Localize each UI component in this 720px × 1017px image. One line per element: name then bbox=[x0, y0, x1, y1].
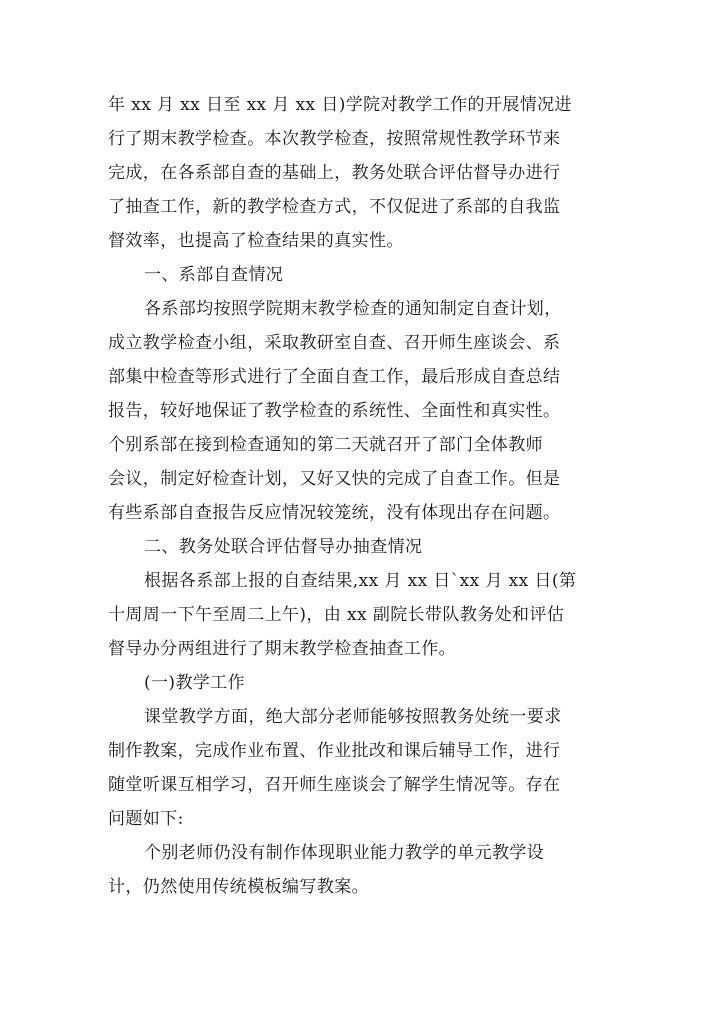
text-line: 报告，较好地保证了教学检查的系统性、全面性和真实性。 bbox=[108, 401, 561, 421]
paragraph-teaching bbox=[108, 700, 614, 836]
heading-text: 一、系部自查情况 bbox=[144, 265, 284, 285]
text-line: 课堂教学方面，绝大部分老师能够按照教务处统一要求 bbox=[144, 707, 562, 727]
text-line: 督导办分两组进行了期末教学检查抽查工作。 bbox=[108, 639, 456, 659]
text-line: 部集中检查等形式进行了全面自查工作，最后形成自查总结 bbox=[108, 367, 561, 387]
text-line: 个别系部在接到检查通知的第二天就召开了部门全体教师 bbox=[108, 435, 543, 455]
heading-text: 二、教务处联合评估督导办抽查情况 bbox=[144, 537, 423, 557]
text-line: 有些系部自查报告反应情况较笼统，没有体现出存在问题。 bbox=[108, 503, 561, 523]
text-line: 各系部均按照学院期末教学检查的通知制定自查计划， bbox=[144, 299, 562, 319]
paragraph-spot-check bbox=[108, 564, 614, 666]
text-line: 会议，制定好检查计划，又好又快的完成了自查工作。但是 bbox=[108, 469, 561, 489]
text-line: 十周周一下午至周二上午)，由 xx 副院长带队教务处和评估 bbox=[108, 605, 565, 625]
text-line: 行了期末教学检查。本次教学检查，按照常规性教学环节来 bbox=[108, 129, 561, 149]
text-line: 完成，在各系部自查的基础上，教务处联合评估督导办进行 bbox=[108, 163, 561, 183]
text-line: 随堂听课互相学习，召开师生座谈会了解学生情况等。存在 bbox=[108, 775, 561, 795]
text-line: 个别老师仍没有制作体现职业能力教学的单元教学设 bbox=[144, 843, 545, 863]
paragraph-self-check bbox=[108, 292, 614, 530]
paragraph-intro bbox=[108, 88, 614, 258]
text-line: 制作教案，完成作业布置、作业批改和课后辅导工作，进行 bbox=[108, 741, 561, 761]
text-line: 年 xx 月 xx 日至 xx 月 xx 日)学院对教学工作的开展情况进 bbox=[108, 95, 572, 115]
text-line: 计，仍然使用传统模板编写教案。 bbox=[108, 877, 369, 897]
text-line: 了抽查工作，新的教学检查方式，不仅促进了系部的自我监 bbox=[108, 197, 561, 217]
section-heading-spot-check bbox=[108, 530, 614, 564]
section-heading-self-check bbox=[108, 258, 614, 292]
text-line: 根据各系部上报的自查结果,xx 月 xx 日`xx 月 xx 日(第 bbox=[144, 571, 577, 591]
paragraph-issue bbox=[108, 836, 614, 904]
text-line: 督效率，也提高了检查结果的真实性。 bbox=[108, 231, 404, 251]
heading-text: (一)教学工作 bbox=[144, 673, 246, 693]
document-body bbox=[108, 88, 614, 904]
subsection-heading-teaching bbox=[108, 666, 614, 700]
text-line: 问题如下: bbox=[108, 809, 184, 829]
text-line: 成立教学检查小组，采取教研室自查、召开师生座谈会、系 bbox=[108, 333, 561, 353]
